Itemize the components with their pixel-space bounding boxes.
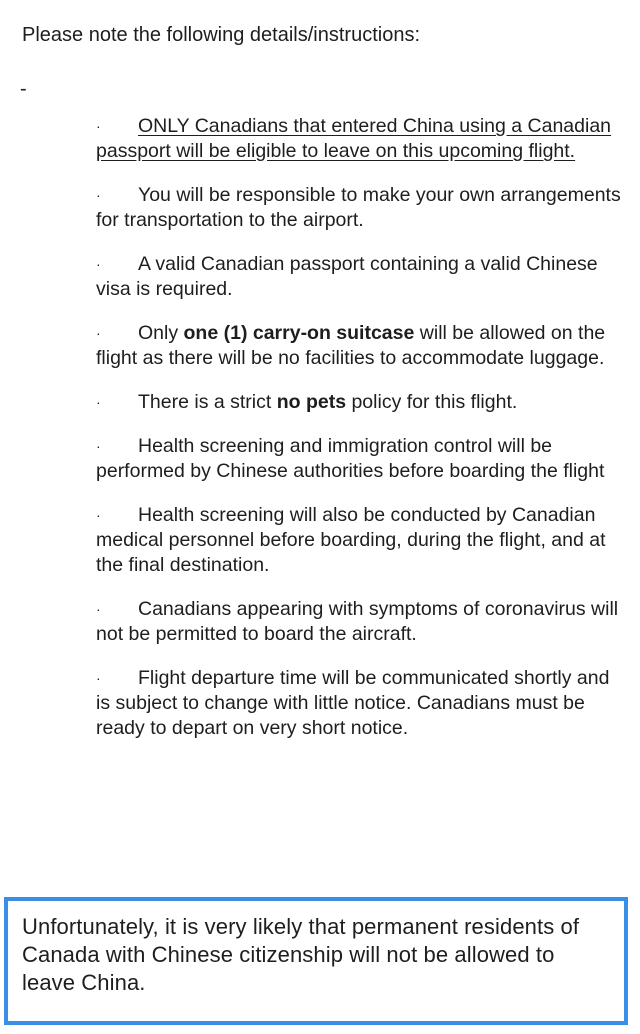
eligibility-text: ONLY Canadians that entered China using a Canadian passport will be eligible to leave on this upcoming flight.: [96, 115, 612, 162]
highlighted-callout-box: [4, 897, 628, 1025]
symptoms-text: Canadians appearing with symptoms of coronavirus will not be permitted to board the aircraft.: [96, 598, 619, 645]
canadian-screening-text: Health screening will also be conducted by Canadian medical personnel before boarding, during the flight, and at the final destination.: [96, 504, 606, 576]
transportation-text: You will be responsible to make your own arrangements for transportation to the airport.: [96, 184, 621, 231]
list-item-pets: [96, 390, 622, 415]
pets-text-before: There is a strict: [138, 391, 277, 413]
departure-text: Flight departure time will be communicated shortly and is subject to change with little notice. Canadians must be ready to depart on very short notice.: [96, 667, 610, 739]
bullet-icon: ·: [96, 438, 101, 454]
luggage-text-bold: one (1) carry-on suitcase: [183, 322, 415, 344]
list-item-passport: [96, 252, 622, 302]
bullet-icon: ·: [96, 256, 101, 272]
list-item-chinese-screening: [96, 434, 622, 484]
bullet-icon: ·: [96, 670, 101, 686]
list-item-transportation: [96, 183, 622, 233]
luggage-text-after: will be allowed on the flight as there will be no facilities to accommodate luggage.: [96, 322, 606, 369]
pets-text-bold: no pets: [276, 391, 347, 413]
luggage-text-before: Only: [138, 322, 184, 344]
list-item-luggage: [96, 321, 622, 371]
passport-text: A valid Canadian passport containing a valid Chinese visa is required.: [96, 253, 598, 300]
bullet-icon: ·: [96, 507, 101, 523]
list-item-canadian-screening: [96, 503, 622, 578]
page-heading: Please note the following details/instructions:: [22, 24, 421, 46]
bullet-icon: ·: [96, 118, 101, 134]
list-item-departure: [96, 666, 622, 741]
bullet-icon: ·: [96, 187, 101, 203]
list-item-eligibility: [96, 114, 622, 164]
callout-text: Unfortunately, it is very likely that permanent residents of Canada with Chinese citizenship will not be allowed to leave China.: [22, 914, 580, 995]
instruction-list: [96, 114, 622, 760]
bullet-icon: ·: [96, 325, 101, 341]
list-item-symptoms: [96, 597, 622, 647]
chinese-screening-text: Health screening and immigration control will be performed by Chinese authorities before boarding the flight: [96, 435, 605, 482]
pets-text-after: policy for this flight.: [346, 391, 518, 413]
bullet-icon: ·: [96, 601, 101, 617]
dash-marker: -: [20, 78, 27, 100]
bullet-icon: ·: [96, 394, 101, 410]
